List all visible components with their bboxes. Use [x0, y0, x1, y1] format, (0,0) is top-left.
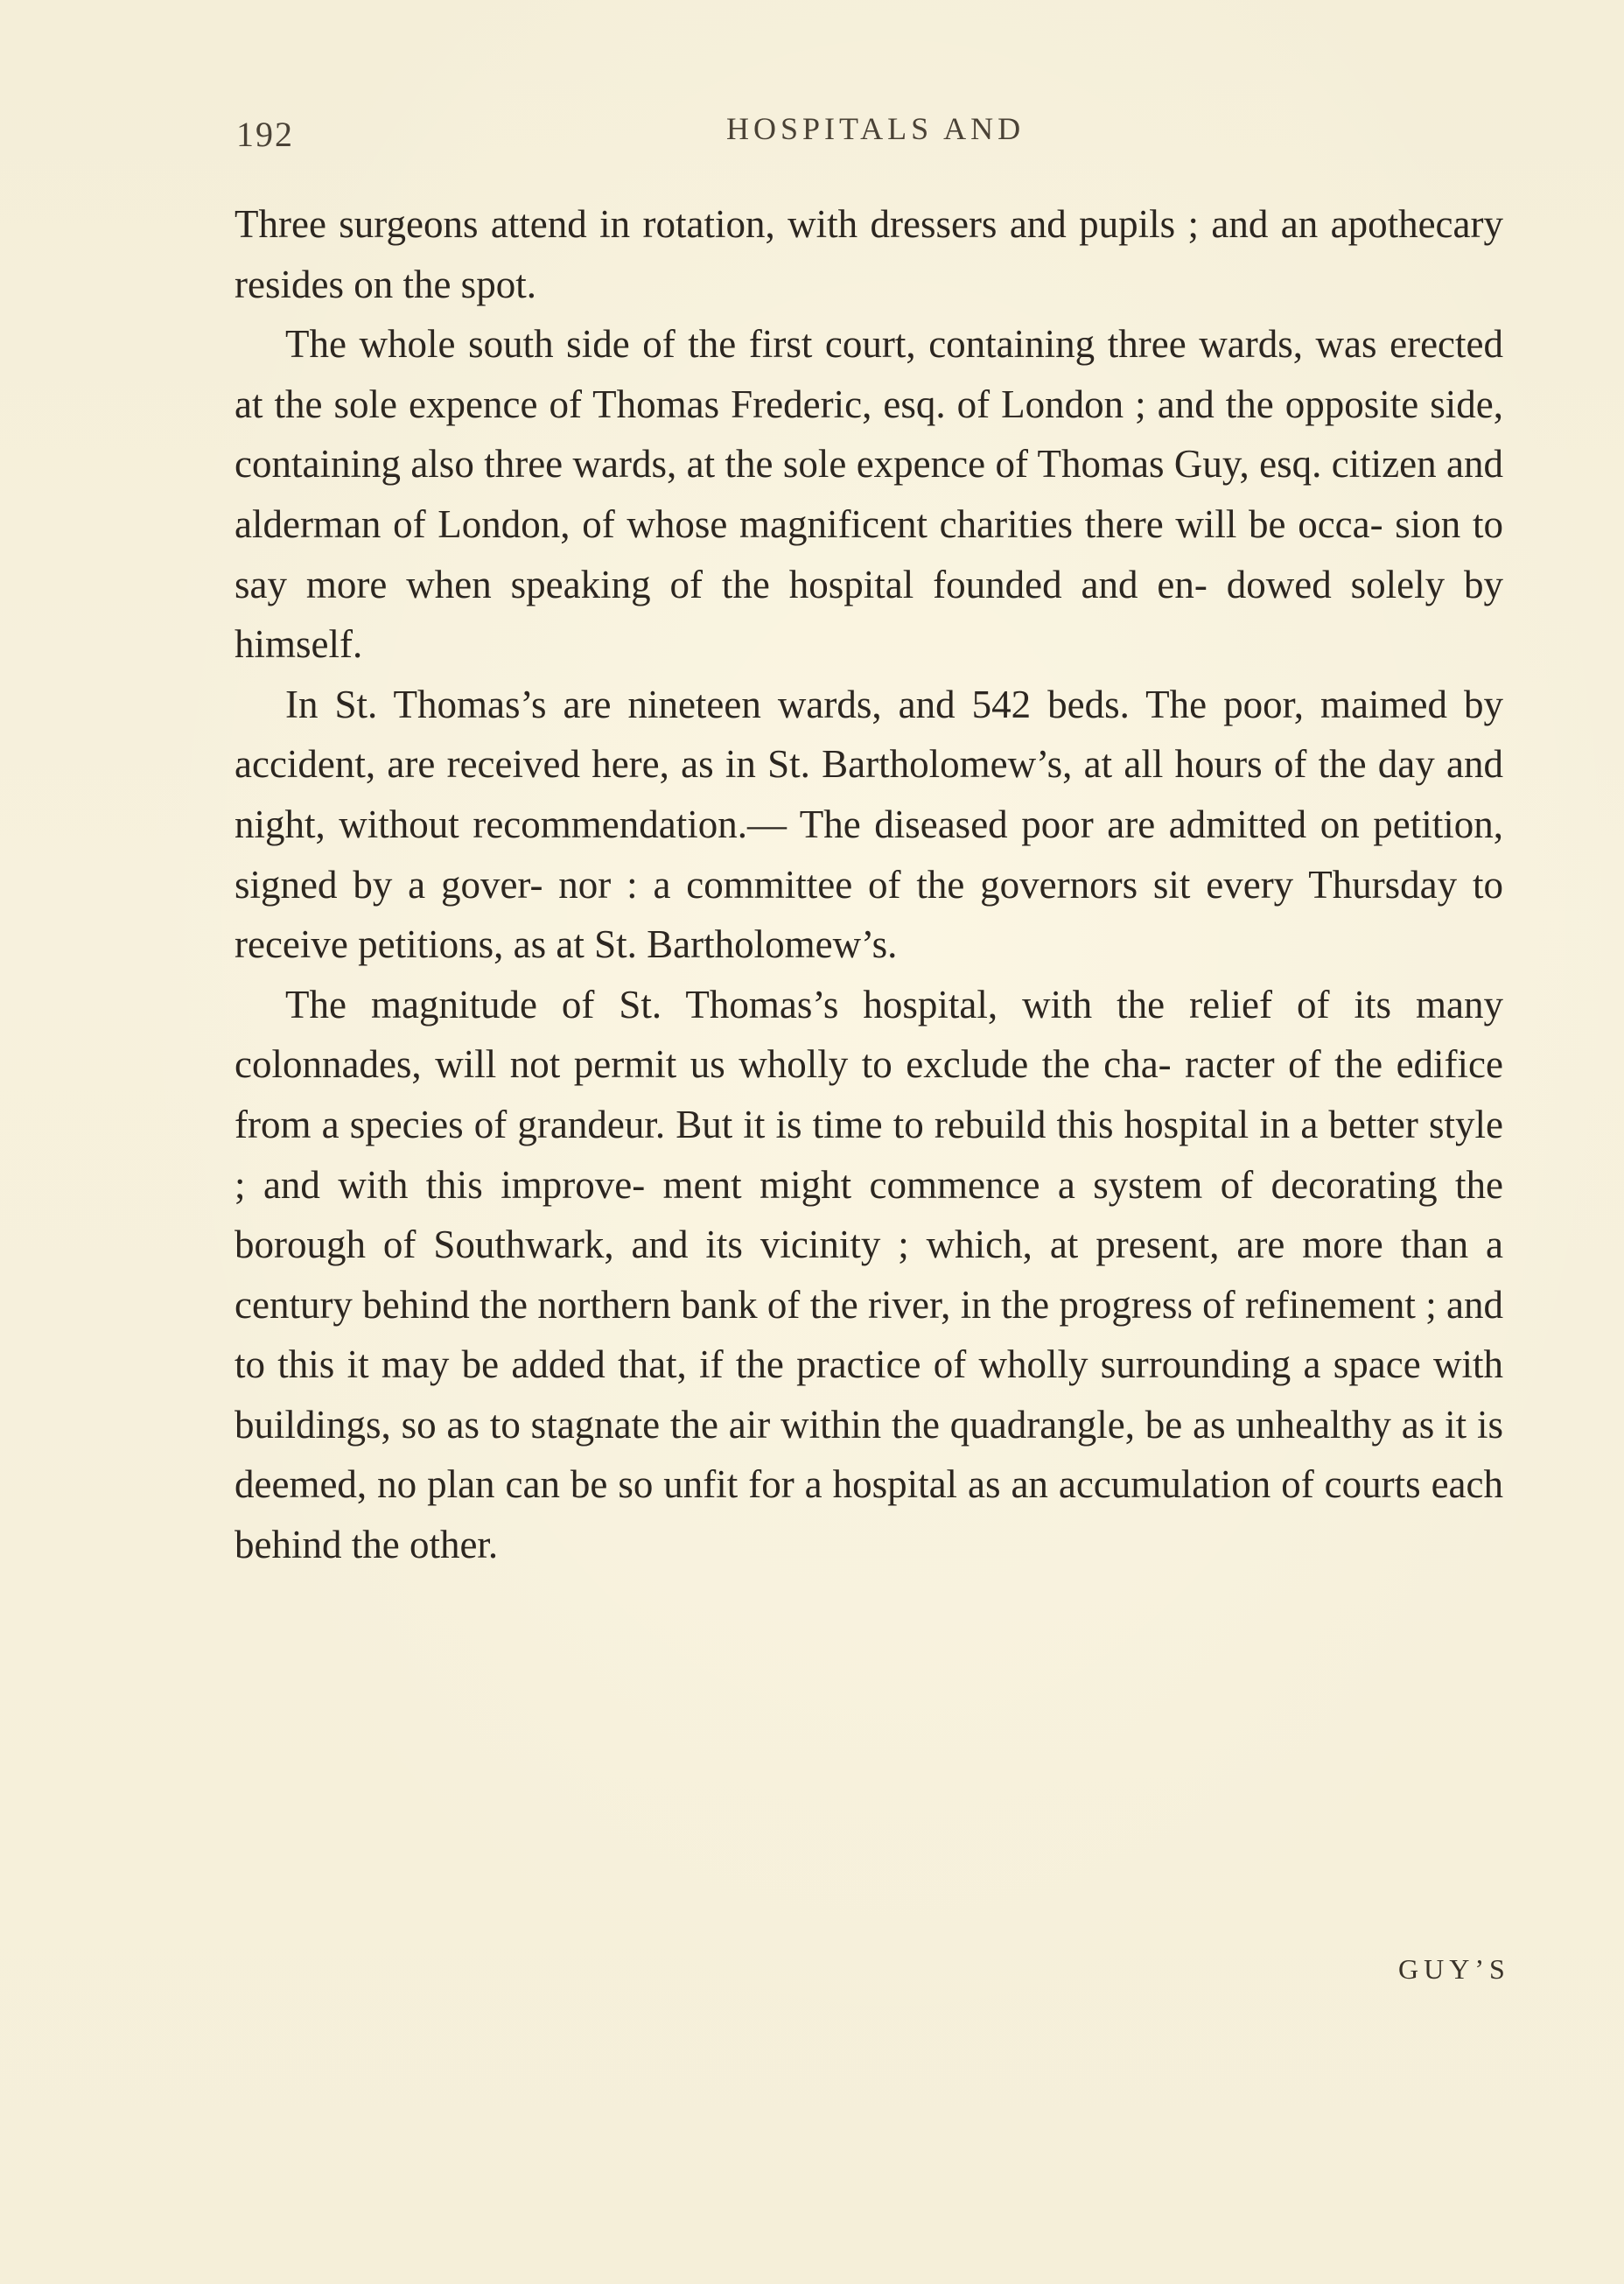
catchword: GUY’S: [1398, 1953, 1510, 1985]
body-text: [234, 194, 1503, 1575]
paragraph-south-side: The whole south side of the first court, containing three wards, was erected at the sole expence of Thomas Frederic, esq. of London ; and the opposite side, containing also three wards, at the sole expence of Thomas Guy, esq. citizen and alderman of London, of whose magnificent charities there will be occa- sion to say more when speaking of the hospital founded and en- dowed solely by himself.: [234, 322, 1503, 667]
paragraph-magnitude: The magnitude of St. Thomas’s hospital, with the relief of its many colonnades, will not permit us wholly to exclude the cha- racter of the edifice from a species of grandeur. But it is time to rebuild this hospital in a better style ; and with this improve- ment might commence a system of decorating the borough of Southwark, and its vicinity ; which, at present, are more than a century behind the northern bank of the river, in the progress of refinement ; and to this it may be added that, if the practice of wholly surrounding a space with buildings, so as to stagnate the air within the quadrangle, be as unhealthy as it is deemed, no plan can be so unfit for a hospital as an accumulation of courts each behind the other.: [234, 982, 1503, 1567]
running-title: HOSPITALS AND: [726, 111, 1026, 146]
running-head: [236, 107, 1505, 159]
page-number: 192: [236, 115, 294, 154]
paragraph-surgeons: Three surgeons attend in rotation, with dressers and pupils ; and an apothecary resides on the spot.: [234, 202, 1503, 306]
paragraph-wards-and-beds: In St. Thomas’s are nineteen wards, and 542 beds. The poor, maimed by accident, are received here, as in St. Bartholomew’s, at all hours of the day and night, without recommendation.— The diseased poor are admitted on petition, signed by a gover- nor : a committee of the governors sit every Thursday to receive petitions, as at St. Bartholomew’s.: [234, 682, 1503, 967]
